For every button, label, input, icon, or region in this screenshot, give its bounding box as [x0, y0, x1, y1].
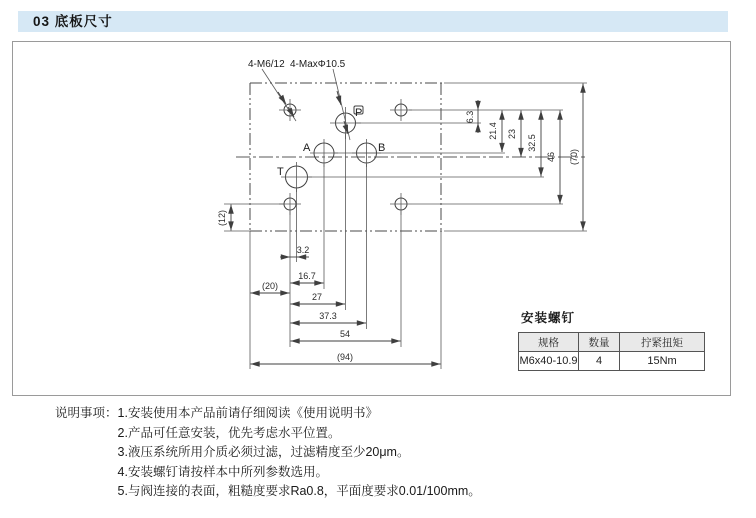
dim-3-2: 3.2 — [296, 245, 310, 255]
port-label-p: P — [355, 107, 363, 119]
dim-94: (94) — [336, 352, 354, 362]
dim-27: 27 — [311, 292, 323, 302]
dim-16-7: 16.7 — [298, 271, 316, 281]
dim-23: 23 — [507, 128, 517, 140]
screw-table-header-row — [519, 333, 705, 352]
notes-section — [55, 404, 481, 502]
cell-spec: M6x40-10.9 — [519, 352, 579, 371]
port-holes — [281, 106, 381, 192]
label-max-holes: 4-MaxΦ10.5 — [290, 59, 346, 70]
port-label-b: B — [378, 142, 386, 154]
dim-32-5: 32.5 — [527, 134, 537, 152]
dim-37-3: 37.3 — [319, 311, 337, 321]
col-torque: 拧紧扭矩 — [620, 333, 705, 352]
port-label-t: T — [277, 166, 284, 178]
col-qty: 数量 — [579, 333, 620, 352]
cell-torque: 15Nm — [620, 352, 705, 371]
dim-54: 54 — [339, 329, 351, 339]
note-item-5: 5.与阀连接的表面，粗糙度要求Ra0.8，平面度要求0.01/100mm。 — [117, 484, 481, 498]
note-item-2: 2.产品可任意安装，优先考虑水平位置。 — [117, 425, 341, 440]
leader-lines — [262, 69, 350, 140]
section-title: 03 底板尺寸 — [33, 14, 113, 29]
screw-table — [518, 332, 705, 371]
dim-46: 46 — [546, 151, 556, 163]
note-item-1: 1.安装使用本产品前请仔细阅读《使用说明书》 — [117, 406, 378, 420]
dim-6-3: 6.3 — [465, 110, 475, 124]
note-item-4: 4.安装螺钉请按样本中所列参数选用。 — [117, 464, 328, 479]
screw-table-section — [518, 308, 705, 371]
note-item-3: 3.液压系统所用介质必须过滤，过滤精度至少20μm。 — [117, 445, 410, 459]
screw-table-row — [519, 352, 705, 371]
col-spec: 规格 — [519, 333, 579, 352]
notes-label: 说明事项： — [55, 406, 118, 420]
dim-70: (70) — [569, 148, 579, 166]
label-m6-holes: 4-M6/12 — [248, 59, 285, 70]
port-label-a: A — [303, 142, 311, 154]
cell-qty: 4 — [579, 352, 620, 371]
dim-21-4: 21.4 — [488, 122, 498, 140]
screw-table-title: 安装螺钉 — [521, 311, 576, 325]
plate-outline — [236, 83, 585, 231]
dim-20: (20) — [261, 281, 279, 291]
dim-12: (12) — [217, 209, 227, 227]
notes-list — [118, 404, 481, 502]
